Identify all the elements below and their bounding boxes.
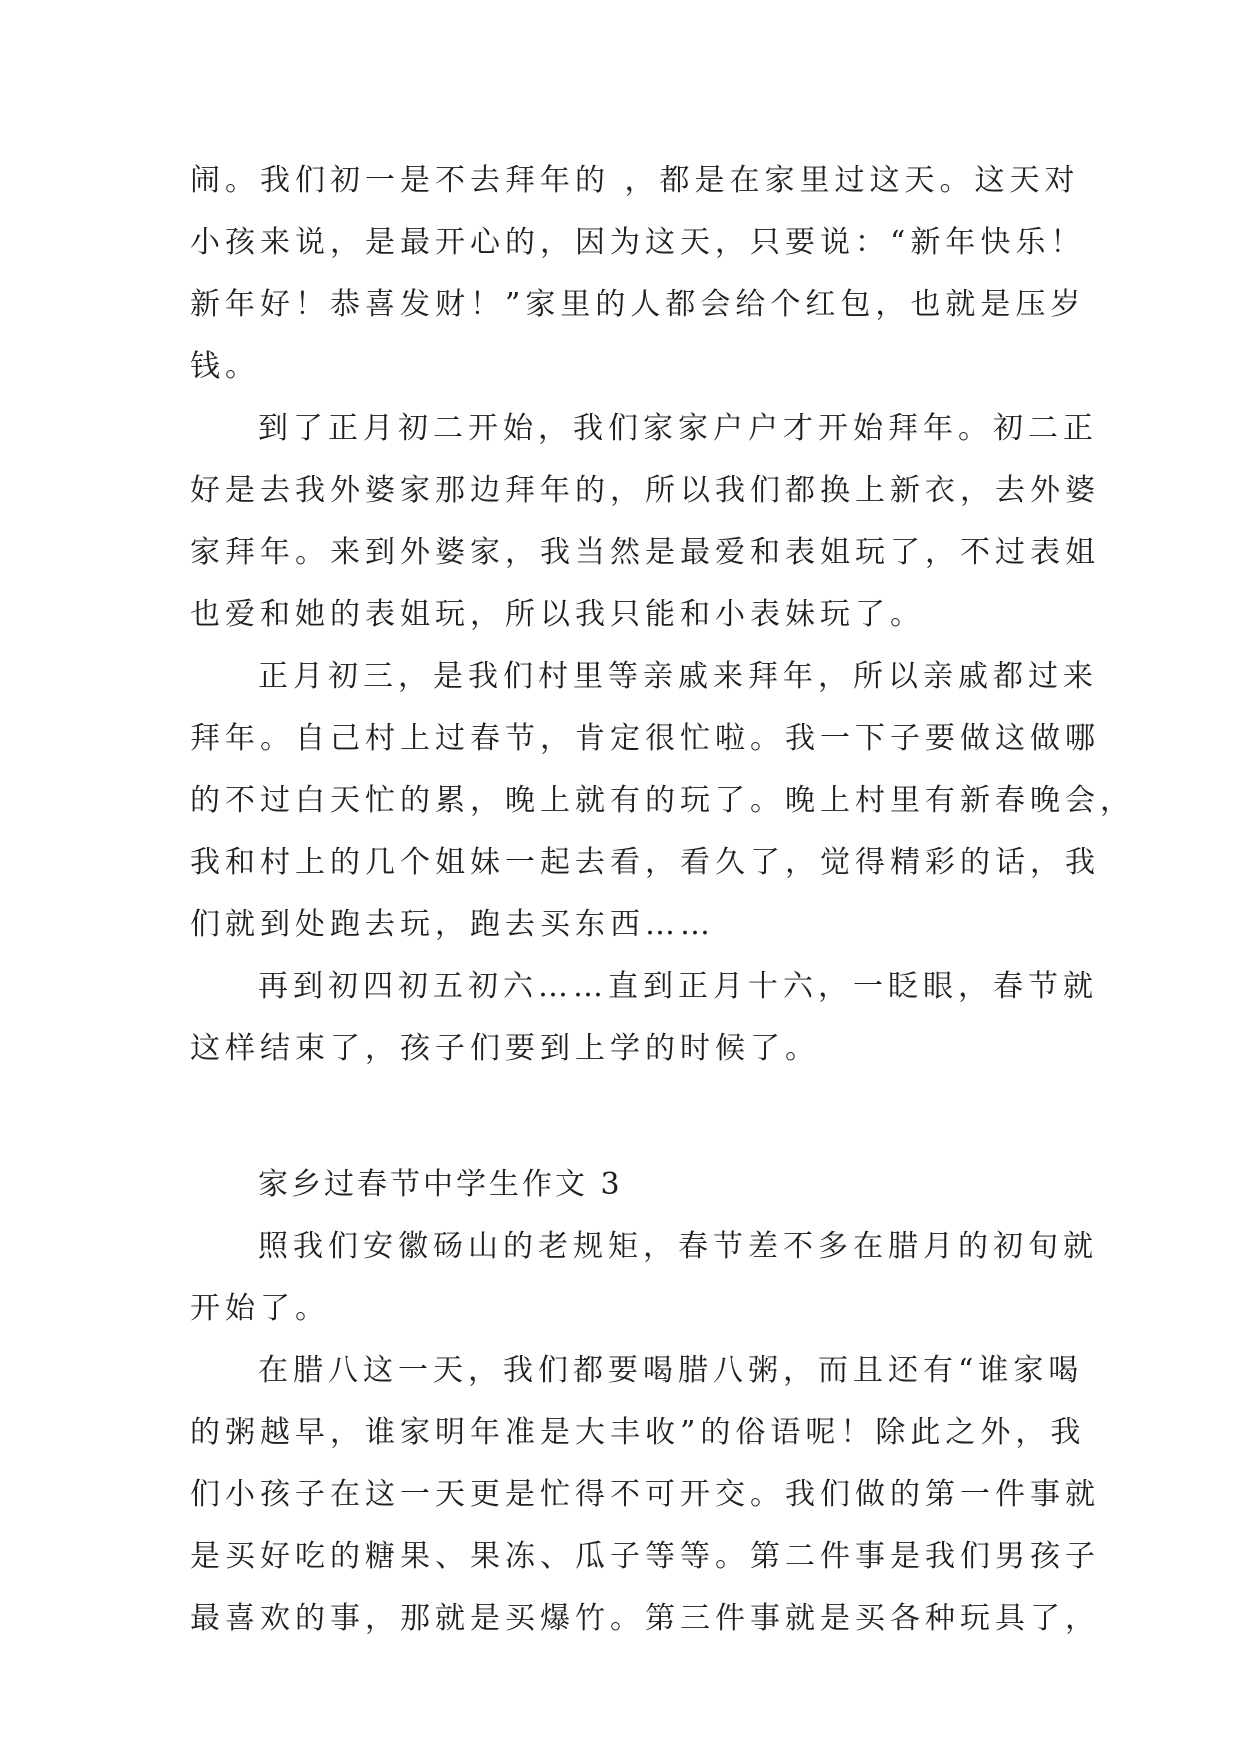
paragraph-start-line: 再到初四初五初六……直到正月十六，一眨眼，春节就 (258, 969, 1098, 1004)
text-line: 小孩来说，是最开心的，因为这天，只要说：“新年快乐！ (190, 225, 1086, 260)
essay-body (190, 150, 1135, 1650)
essay-heading: 家乡过春节中学生作文 3 (258, 1167, 623, 1202)
text-line: 们小孩子在这一天更是忙得不可开交。我们做的第一件事就 (190, 1477, 1100, 1512)
text-line: 也爱和她的表姐玩，所以我只能和小表妹玩了。 (190, 597, 925, 632)
text-line: 最喜欢的事，那就是买爆竹。第三件事就是买各种玩具了， (190, 1601, 1100, 1636)
text-line: 我和村上的几个姐妹一起去看，看久了，觉得精彩的话，我 (190, 845, 1100, 880)
text-line: 好是去我外婆家那边拜年的，所以我们都换上新衣，去外婆 (190, 473, 1100, 508)
text-line: 是买好吃的糖果、果冻、瓜子等等。第二件事是我们男孩子 (190, 1539, 1100, 1574)
text-line: 的不过白天忙的累，晚上就有的玩了。晚上村里有新春晚会， (190, 783, 1135, 818)
text-line: 这样结束了，孩子们要到上学的时候了。 (190, 1031, 820, 1066)
text-line: 拜年。自己村上过春节，肯定很忙啦。我一下子要做这做哪 (190, 721, 1100, 756)
text-line: 家拜年。来到外婆家，我当然是最爱和表姐玩了，不过表姐 (190, 535, 1100, 570)
text-line: 的粥越早，谁家明年准是大丰收”的俗语呢！除此之外，我 (190, 1415, 1086, 1450)
text-line: 们就到处跑去玩，跑去买东西…… (190, 907, 715, 942)
paragraph-start-line: 正月初三，是我们村里等亲戚来拜年，所以亲戚都过来 (258, 659, 1098, 694)
paragraph-start-line: 到了正月初二开始，我们家家户户才开始拜年。初二正 (258, 411, 1098, 446)
paragraph-start-line: 在腊八这一天，我们都要喝腊八粥，而且还有“谁家喝 (258, 1353, 1084, 1388)
text-line: 开始了。 (190, 1291, 330, 1326)
section-gap (190, 1080, 1060, 1154)
text-line: 闹。我们初一是不去拜年的 ，都是在家里过这天。这天对 (190, 163, 1080, 198)
paragraph-start-line: 照我们安徽砀山的老规矩，春节差不多在腊月的初旬就 (258, 1229, 1098, 1264)
text-line: 新年好！恭喜发财！”家里的人都会给个红包，也就是压岁 (190, 287, 1086, 322)
text-line: 钱。 (190, 349, 260, 384)
